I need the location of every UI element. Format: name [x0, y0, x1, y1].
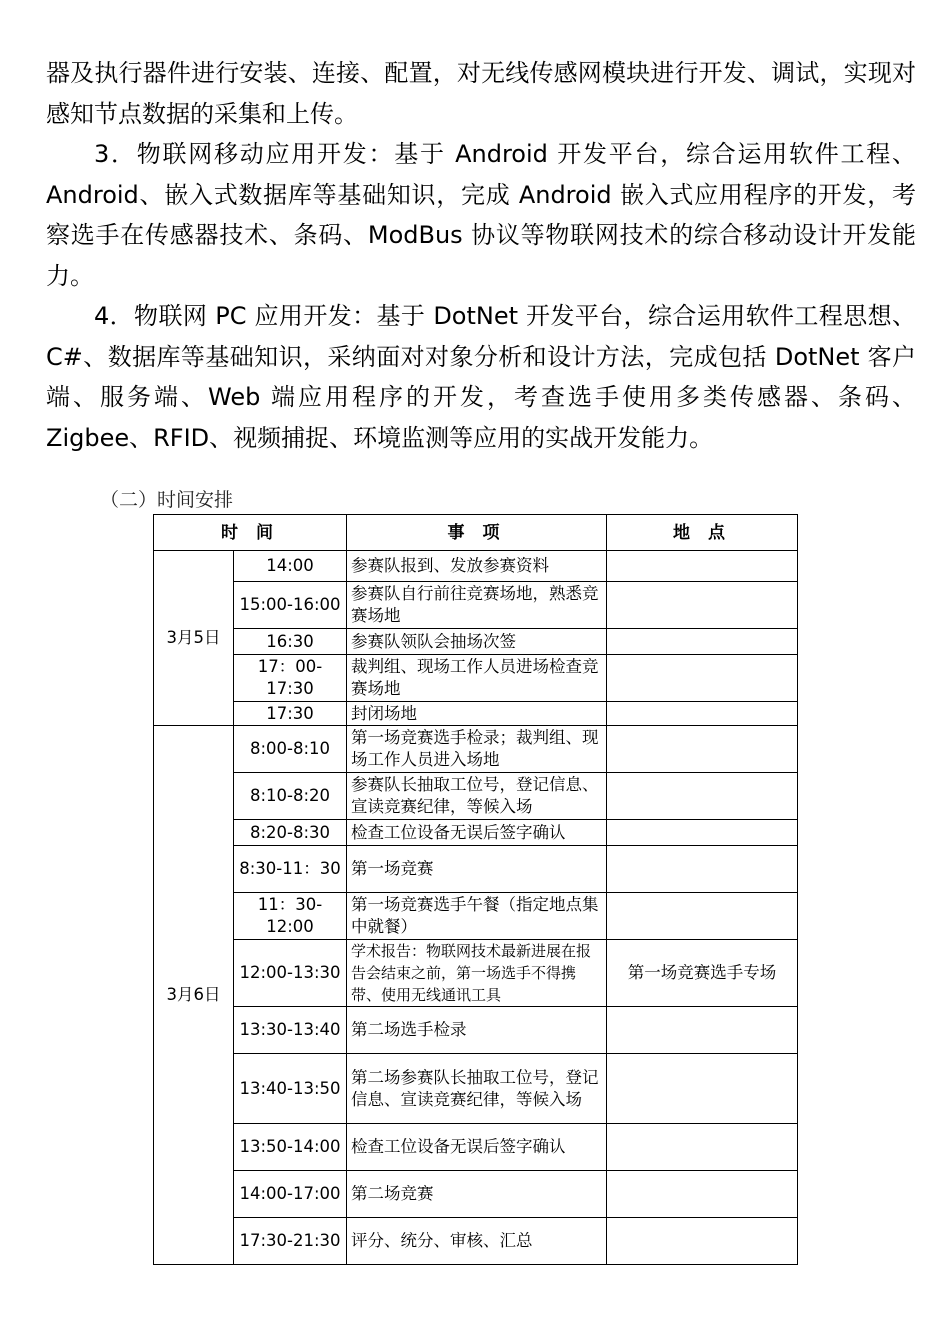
place-cell — [607, 893, 798, 940]
date-cell: 3月5日 — [154, 551, 234, 726]
place-cell — [607, 1218, 798, 1265]
time-cell: 14:00 — [234, 551, 347, 582]
table-row — [154, 1124, 798, 1171]
place-cell — [607, 1007, 798, 1054]
place-cell — [607, 1171, 798, 1218]
item-cell: 检查工位设备无误后签字确认 — [347, 1124, 607, 1171]
table-row — [154, 773, 798, 820]
item-cell: 参赛队自行前往竞赛场地，熟悉竞赛场地 — [347, 582, 607, 629]
time-cell: 17:30 — [234, 702, 347, 726]
table-row — [154, 702, 798, 726]
table-row — [154, 1218, 798, 1265]
time-cell: 11：30-12:00 — [234, 893, 347, 940]
item-cell: 学术报告：物联网技术最新进展在报告会结束之前，第一场选手不得携带、使用无线通讯工具 — [347, 940, 607, 1007]
item-cell: 第一场竞赛选手午餐（指定地点集中就餐） — [347, 893, 607, 940]
place-cell — [607, 629, 798, 655]
schedule-table — [153, 514, 798, 1265]
time-cell: 8:30-11：30 — [234, 846, 347, 893]
place-cell: 第一场竞赛选手专场 — [607, 940, 798, 1007]
place-cell — [607, 551, 798, 582]
table-row — [154, 582, 798, 629]
header-place: 地 点 — [607, 515, 798, 551]
place-cell — [607, 1124, 798, 1171]
paragraph-mobile-dev: 3．物联网移动应用开发：基于 Android 开发平台，综合运用软件工程、Android、嵌入式数据库等基础知识，完成 Android 嵌入式应用程序的开发，考察选手在传感器技术、条码、ModBus 协议等物联网技术的综合移动设计开发能力。 — [46, 140, 916, 290]
table-row — [154, 551, 798, 582]
place-cell — [607, 655, 798, 702]
table-row — [154, 726, 798, 773]
paragraph-continued: 器及执行器件进行安装、连接、配置，对无线传感网模块进行开发、调试，实现对感知节点数据的采集和上传。 — [46, 59, 916, 128]
table-row — [154, 655, 798, 702]
table-row — [154, 1054, 798, 1124]
table-row — [154, 893, 798, 940]
place-cell — [607, 1054, 798, 1124]
paragraph-pc-dev: 4．物联网 PC 应用开发：基于 DotNet 开发平台，综合运用软件工程思想、C#、数据库等基础知识，采纳面对对象分析和设计方法，完成包括 DotNet 客户端、服务端、Web 端应用程序的开发，考查选手使用多类传感器、条码、Zigbee、RFID、视频捕捉、环境监测等应用的实战开发能力。 — [46, 302, 916, 452]
place-cell — [607, 773, 798, 820]
table-row — [154, 820, 798, 846]
item-cell: 参赛队报到、发放参赛资料 — [347, 551, 607, 582]
item-cell: 第二场竞赛 — [347, 1171, 607, 1218]
item-cell: 评分、统分、审核、汇总 — [347, 1218, 607, 1265]
header-item: 事 项 — [347, 515, 607, 551]
time-cell: 17:30-21:30 — [234, 1218, 347, 1265]
item-cell: 参赛队领队会抽场次签 — [347, 629, 607, 655]
item-cell: 第二场参赛队长抽取工位号，登记信息、宣读竞赛纪律，等候入场 — [347, 1054, 607, 1124]
time-cell: 13:40-13:50 — [234, 1054, 347, 1124]
time-cell: 8:00-8:10 — [234, 726, 347, 773]
place-cell — [607, 582, 798, 629]
time-cell: 16:30 — [234, 629, 347, 655]
time-cell: 13:30-13:40 — [234, 1007, 347, 1054]
time-cell: 15:00-16:00 — [234, 582, 347, 629]
place-cell — [607, 702, 798, 726]
header-time: 时 间 — [154, 515, 347, 551]
table-row — [154, 629, 798, 655]
table-row — [154, 1171, 798, 1218]
time-cell: 12:00-13:30 — [234, 940, 347, 1007]
date-cell: 3月6日 — [154, 726, 234, 1265]
time-cell: 13:50-14:00 — [234, 1124, 347, 1171]
item-cell: 封闭场地 — [347, 702, 607, 726]
place-cell — [607, 846, 798, 893]
time-cell: 8:20-8:30 — [234, 820, 347, 846]
item-cell: 参赛队长抽取工位号，登记信息、宣读竞赛纪律，等候入场 — [347, 773, 607, 820]
table-row — [154, 1007, 798, 1054]
item-cell: 第二场选手检录 — [347, 1007, 607, 1054]
item-cell: 第一场竞赛选手检录；裁判组、现场工作人员进入场地 — [347, 726, 607, 773]
time-cell: 8:10-8:20 — [234, 773, 347, 820]
section-title: （二）时间安排 — [100, 489, 234, 511]
time-cell: 17：00-17:30 — [234, 655, 347, 702]
item-cell: 第一场竞赛 — [347, 846, 607, 893]
table-header-row — [154, 515, 798, 551]
table-row — [154, 940, 798, 1007]
place-cell — [607, 726, 798, 773]
item-cell: 检查工位设备无误后签字确认 — [347, 820, 607, 846]
place-cell — [607, 820, 798, 846]
item-cell: 裁判组、现场工作人员进场检查竞赛场地 — [347, 655, 607, 702]
time-cell: 14:00-17:00 — [234, 1171, 347, 1218]
table-row — [154, 846, 798, 893]
